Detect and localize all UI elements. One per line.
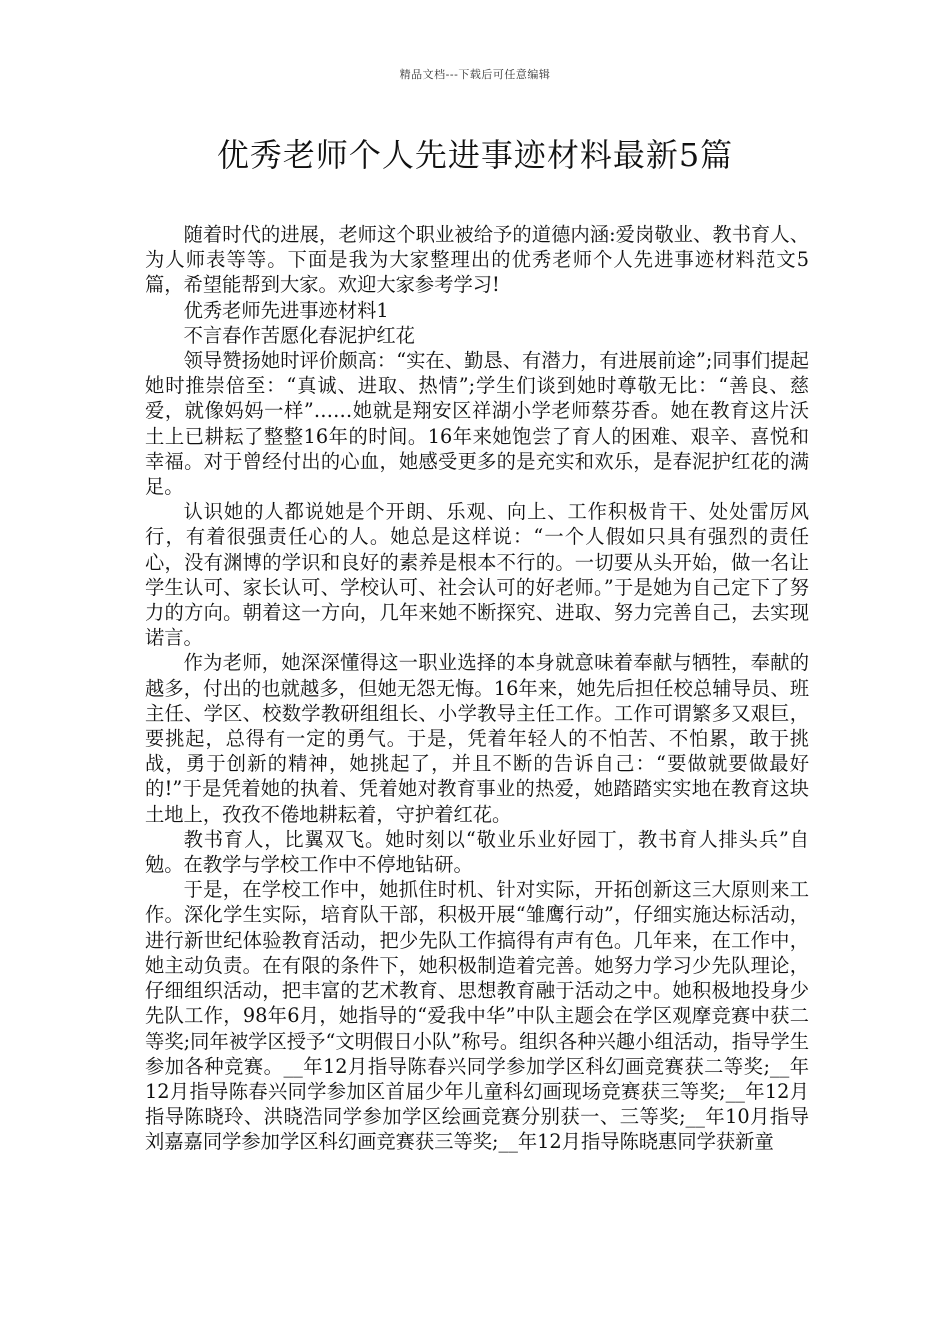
document-title: 优秀老师个人先进事迹材料最新5篇 (216, 136, 734, 174)
page-header-note: 精品文档---下载后可任意编辑 (399, 68, 551, 81)
body-paragraph: 领导赞扬她时评价颇高：“实在、勤恳、有潜力，有进展前途”;同事们提起她时推崇倍至：“真诚、进取、热情”;学生们谈到她时尊敬无比：“善良、慈爱，就像妈妈一样”……她就是翔安区祥湖小学老师蔡芬香。她在教育这片沃土上已耕耘了整整16年的时间。16年来她饱尝了育人的困难、艰辛、喜悦和幸福。对于曾经付出的心血，她感受更多的是充实和欢乐，是春泥护红花的满足。 (145, 349, 809, 499)
body-paragraph-intro: 随着时代的进展，老师这个职业被给予的道德内涵:爱岗敬业、教书育人、为人师表等等。下面是我为大家整理出的优秀老师个人先进事迹材料范文5篇，希望能帮到大家。欢迎大家参考学习! (145, 223, 809, 297)
document-body (145, 222, 809, 1155)
body-paragraph: 作为老师，她深深懂得这一职业选择的本身就意味着奉献与牺牲，奉献的越多，付出的也就越多，但她无怨无悔。16年来，她先后担任校总辅导员、班主任、学区、校数学教研组组长、小学教导主任工作。工作可谓繁多又艰巨，要挑起，总得有一定的勇气。于是，凭着年轻人的不怕苦、不怕累，敢于挑战，勇于创新的精神，她挑起了，并且不断的告诉自己：“要做就要做最好的!”于是凭着她的执着、凭着她对教育事业的热爱，她踏踏实实地在教育这块土地上，孜孜不倦地耕耘着，守护着红花。 (145, 651, 809, 826)
section-heading: 优秀老师先进事迹材料1 (183, 298, 389, 322)
body-paragraph: 于是，在学校工作中，她抓住时机、针对实际，开拓创新这三大原则来工作。深化学生实际，培育队干部，积极开展“雏鹰行动”，仔细实施达标活动，进行新世纪体验教育活动，把少先队工作搞得有声有色。几年来，在工作中，她主动负责。在有限的条件下，她积极制造着完善。她努力学习少先队理论，仔细组织活动，把丰富的艺术教育、思想教育融于活动之中。她积极地投身少先队工作，98年6月，她指导的“爱我中华”中队主题会在学区观摩竞赛中获二等奖;同年被学区授予“文明假日小队”称号。组织各种兴趣小组活动，指导学生参加各种竞赛。__年12月指导陈春兴同学参加学区科幻画竞赛获二等奖;__年12月指导陈春兴同学参加区首届少年儿童科幻画现场竞赛获三等奖;__年12月指导陈晓玲、洪晓浩同学参加学区绘画竞赛分别获一、三等奖;__年10月指导刘嘉嘉同学参加学区科幻画竞赛获三等奖;__年12月指导陈晓惠同学获新童 (145, 878, 809, 1154)
body-paragraph: 教书育人，比翼双飞。她时刻以“敬业乐业好园丁，教书育人排头兵”自勉。在教学与学校工作中不停地钻研。 (145, 827, 809, 877)
section-subtitle: 不言春作苦愿化春泥护红花 (183, 323, 415, 347)
body-paragraph: 认识她的人都说她是个开朗、乐观、向上、工作积极肯干、处处雷厉风行，有着很强责任心的人。她总是这样说：“一个人假如只具有强烈的责任心，没有渊博的学识和良好的素养是根本不行的。一切要从头开始，做一名让学生认可、家长认可、学校认可、社会认可的好老师。”于是她为自己定下了努力的方向。朝着这一方向，几年来她不断探究、进取、努力完善自己，去实现诺言。 (145, 500, 809, 650)
